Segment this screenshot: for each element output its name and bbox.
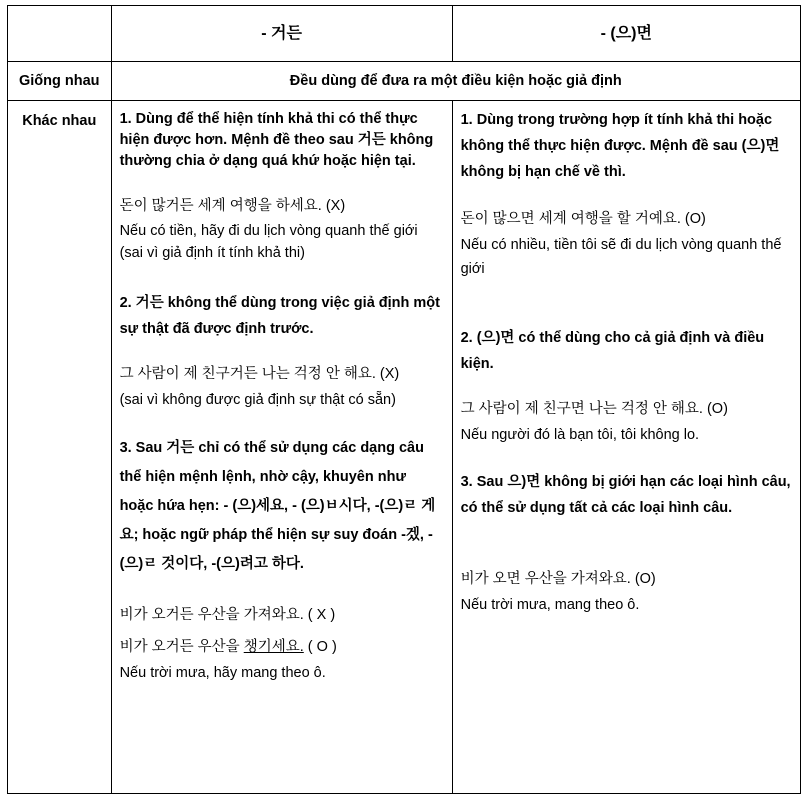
right-point-3: 3. Sau 으)면 không bị giới hạn các loại hình câu, có thể sử dụng tất cả các loại hình câu. <box>460 474 791 516</box>
same-row <box>8 62 801 101</box>
header-myeon: - (으)면 <box>452 6 800 62</box>
right-example-2-vi: Nếu người đó là bạn tôi, tôi không lo. <box>460 427 700 443</box>
header-blank-cell <box>8 6 112 62</box>
right-point-2: 2. (으)면 có thể dùng cho cả giả định và điều kiện. <box>460 330 765 372</box>
left-example-4-vi: Nếu trời mưa, hãy mang theo ô. <box>119 665 326 681</box>
left-example-3-ko: 비가 오거든 우산을 가져와요. ( X ) <box>119 607 336 623</box>
right-example-3-ko: 비가 오면 우산을 가져와요. (O) <box>460 571 656 587</box>
left-example-1-ko: 돈이 많거든 세계 여행을 하세요. (X) <box>119 198 346 214</box>
diff-row <box>8 101 801 794</box>
right-example-1-vi: Nếu có nhiều, tiền tôi sẽ đi du lịch vòng quanh thế giới <box>460 237 782 277</box>
diff-right-cell <box>452 101 800 794</box>
right-example-3-vi: Nếu trời mưa, mang theo ô. <box>460 597 640 613</box>
left-point-3: 3. Sau 거든 chỉ có thể sử dụng các dạng câu thể hiện mệnh lệnh, nhờ cậy, khuyên như hoặc hứa hẹn: - (으)세요, - (으)ㅂ시다, -(으)ㄹ 게요; hoặc ngữ pháp thể hiện sự suy đoán -겠, - (으)ㄹ 것이다, -(으)려고 하다. <box>119 440 436 572</box>
left-example-2-ko: 그 사람이 제 친구거든 나는 걱정 안 해요. (X) <box>119 366 400 382</box>
left-example-4-ko-underlined: 챙기세요. <box>243 639 304 655</box>
left-point-2: 2. 거든 không thể dùng trong việc giả định một sự thật đã được định trước. <box>119 295 440 337</box>
left-example-4-ko-pre: 비가 오거든 우산을 <box>119 639 244 655</box>
grammar-comparison-table <box>7 5 801 794</box>
right-point-1: 1. Dùng trong trường hợp ít tính khả thi hoặc không thể thực hiện được. Mệnh đề sau (으)면 không bị hạn chế về thì. <box>460 112 780 180</box>
same-text: Đều dùng để đưa ra một điều kiện hoặc giả định <box>111 62 800 101</box>
diff-left-cell <box>111 101 452 794</box>
left-example-4-ko-post: ( O ) <box>303 639 337 655</box>
left-example-4-ko <box>120 637 444 657</box>
right-example-1-ko: 돈이 많으면 세계 여행을 할 거예요. (O) <box>460 211 706 227</box>
left-example-2-vi: (sai vì không được giả định sự thật có sẵn) <box>119 392 396 408</box>
header-row <box>8 6 801 62</box>
left-point-1: 1. Dùng để thể hiện tính khả thi có thể thực hiện được hơn. Mệnh đề theo sau 거든 không thường chia ở dạng quá khứ hoặc hiện tại. <box>119 111 434 169</box>
diff-label: Khác nhau <box>8 101 112 794</box>
right-example-2-ko: 그 사람이 제 친구면 나는 걱정 안 해요. (O) <box>460 401 728 417</box>
same-label: Giống nhau <box>8 62 112 101</box>
header-geoden: - 거든 <box>111 6 452 62</box>
left-example-1-vi: Nếu có tiền, hãy đi du lịch vòng quanh thế giới (sai vì giả định ít tính khả thi) <box>119 223 418 261</box>
